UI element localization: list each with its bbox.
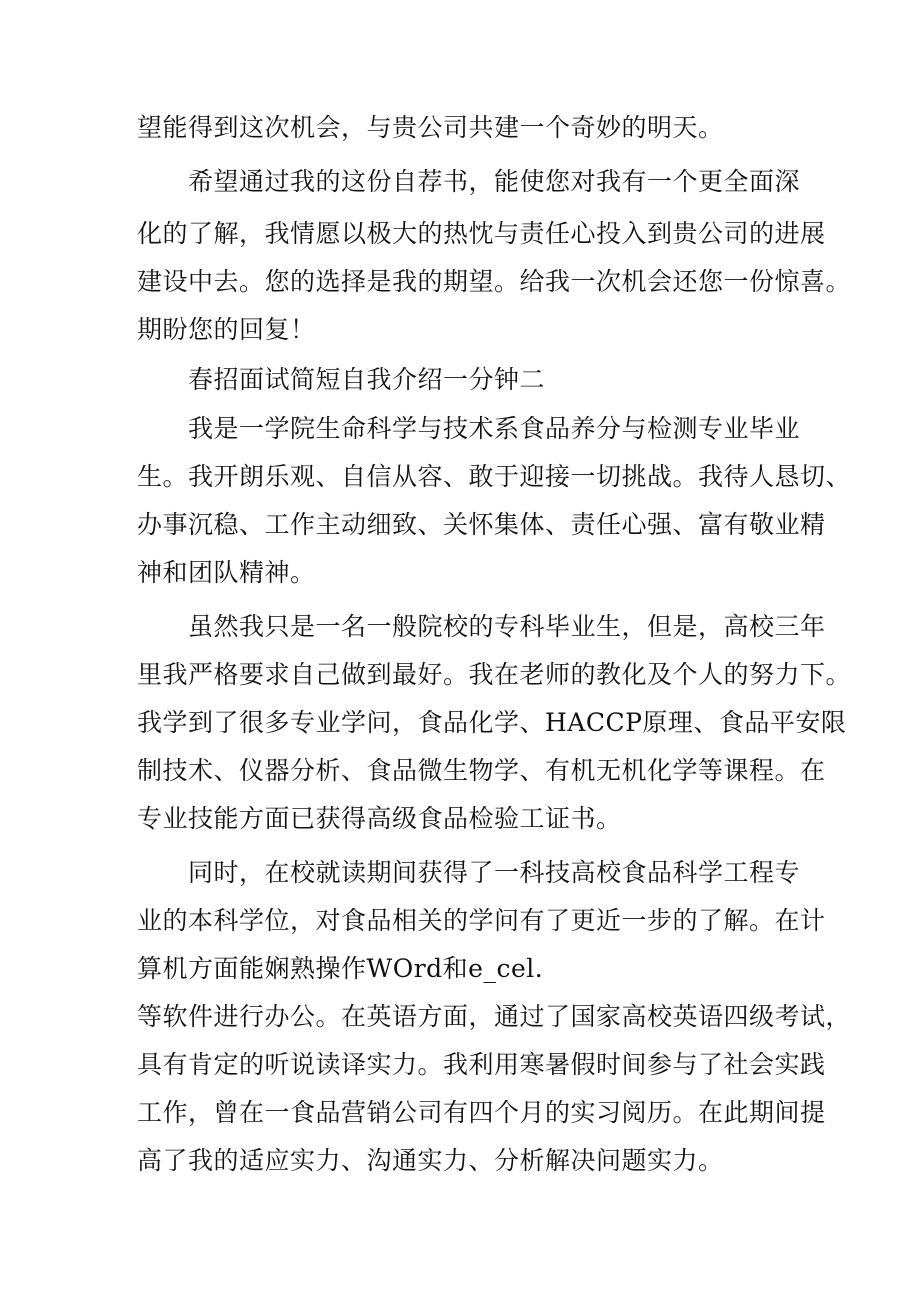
text-line-1: 望能得到这次机会，与贵公司共建一个奇妙的明天。 — [137, 113, 724, 142]
text-line-13: 我学到了很多专业学问，食品化学、HACCP原理、食品平安限 — [137, 708, 847, 737]
text-line-10: 神和团队精神。 — [137, 558, 316, 587]
text-line-5: 期盼您的回复！ — [137, 315, 316, 344]
text-line-22: 高了我的适应实力、沟通实力、分析解决问题实力。 — [137, 1146, 724, 1175]
text-line-14: 制技术、仪器分析、食品微生物学、有机无机化学等课程。在 — [137, 756, 826, 785]
text-line-8: 生。我开朗乐观、自信从容、敢于迎接一切挑战。我待人恳切、 — [137, 462, 852, 491]
text-line-19: 等软件进行办公。在英语方面，通过了国家高校英语四级考试， — [137, 1002, 852, 1031]
text-line-15: 专业技能方面已获得高级食品检验工证书。 — [137, 804, 622, 833]
text-line-9: 办事沉稳、工作主动细致、关怀集体、责任心强、富有敬业精 — [137, 510, 826, 539]
section-heading: 春招面试简短自我介绍一分钟二 — [188, 365, 546, 394]
text-line-7: 我是一学院生命科学与技术系食品养分与检测专业毕业 — [188, 414, 801, 443]
text-line-11: 虽然我只是一名一般院校的专科毕业生，但是，高校三年 — [188, 612, 826, 641]
text-line-21: 工作，曾在一食品营销公司有四个月的实习阅历。在此期间提 — [137, 1098, 826, 1127]
text-line-17: 业的本科学位，对食品相关的学问有了更近一步的了解。在计 — [137, 906, 826, 935]
text-line-12: 里我严格要求自己做到最好。我在老师的教化及个人的努力下。 — [137, 660, 852, 689]
text-line-4: 建设中去。您的选择是我的期望。给我一次机会还您一份惊喜。 — [137, 267, 852, 296]
text-line-16: 同时，在校就读期间获得了一科技高校食品科学工程专 — [188, 858, 801, 887]
text-line-20: 具有肯定的听说读译实力。我利用寒暑假时间参与了社会实践 — [137, 1050, 826, 1079]
text-line-3: 化的了解，我情愿以极大的热忱与责任心投入到贵公司的进展 — [137, 219, 826, 248]
text-line-2: 希望通过我的这份自荐书，能使您对我有一个更全面深 — [188, 167, 801, 196]
text-line-18: 算机方面能娴熟操作WOrd和e_cel. — [137, 954, 544, 983]
